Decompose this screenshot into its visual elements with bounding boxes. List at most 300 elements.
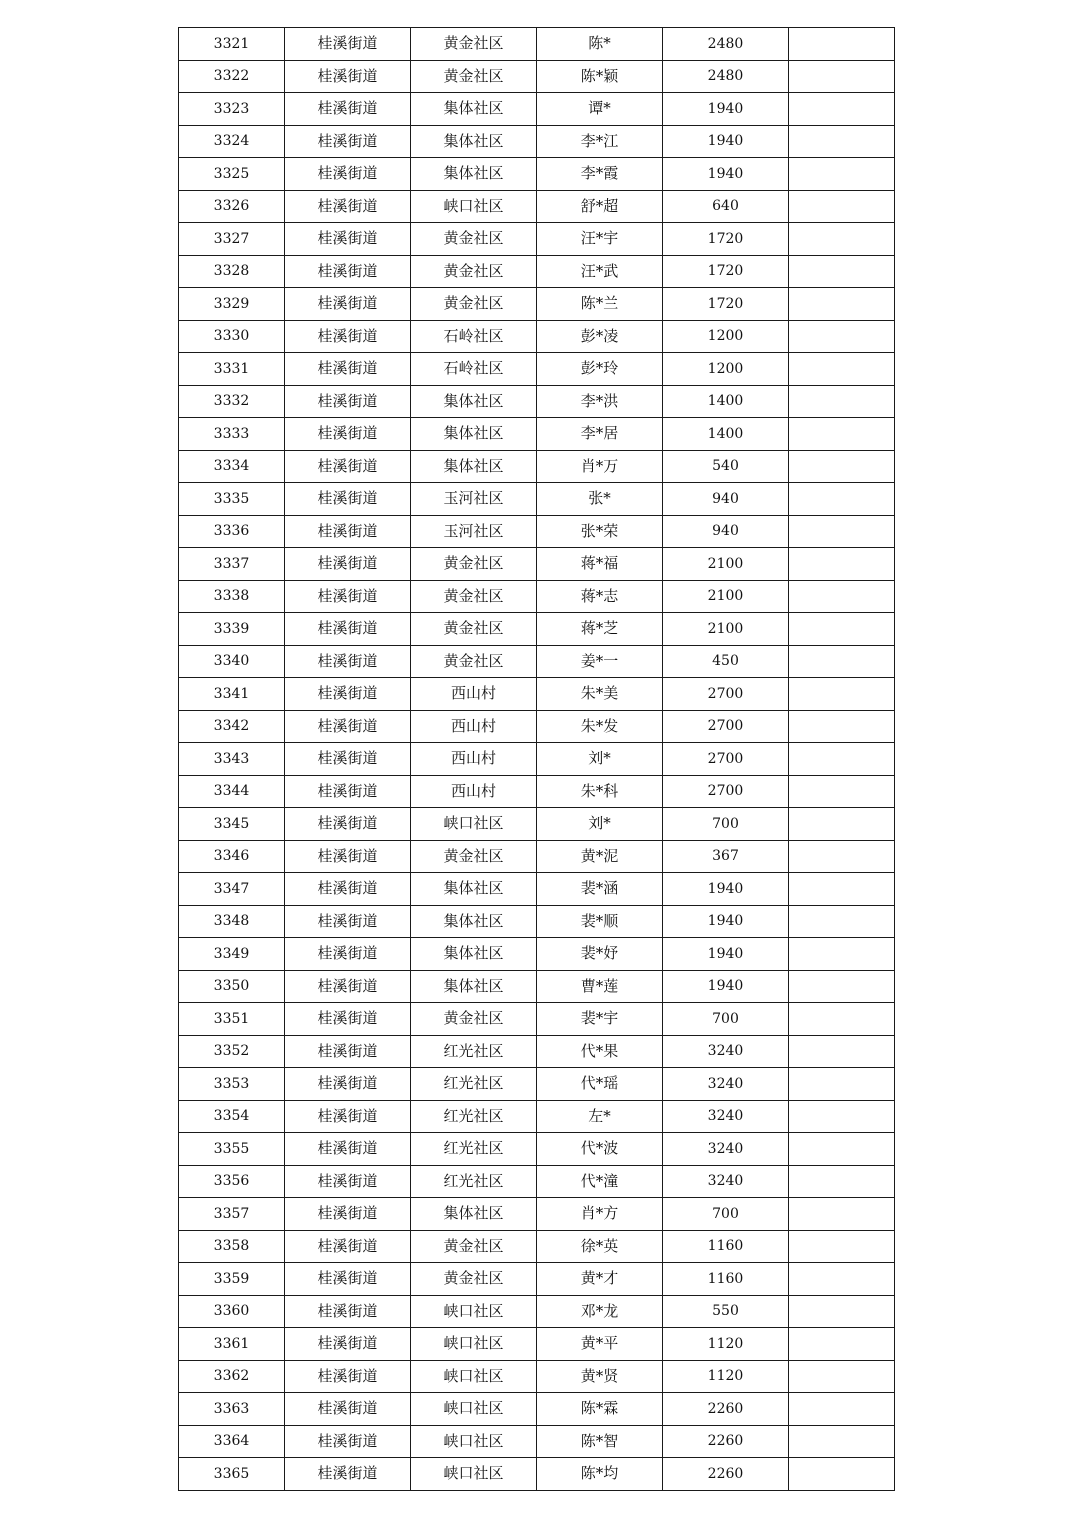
table-row: [179, 1230, 895, 1263]
cell-amount: 550: [663, 1295, 789, 1328]
cell-serial-number: 3361: [179, 1328, 285, 1361]
cell-street: 桂溪街道: [285, 938, 411, 971]
cell-person-name: 朱*发: [537, 710, 663, 743]
cell-street: 桂溪街道: [285, 873, 411, 906]
table-row: [179, 938, 895, 971]
cell-amount: 2480: [663, 60, 789, 93]
table-row: [179, 418, 895, 451]
cell-community: 峡口社区: [411, 808, 537, 841]
cell-amount: 640: [663, 190, 789, 223]
cell-serial-number: 3359: [179, 1263, 285, 1296]
cell-remarks: [789, 1458, 895, 1491]
cell-person-name: 张*: [537, 483, 663, 516]
cell-remarks: [789, 1165, 895, 1198]
cell-street: 桂溪街道: [285, 190, 411, 223]
cell-person-name: 徐*英: [537, 1230, 663, 1263]
cell-serial-number: 3341: [179, 678, 285, 711]
cell-person-name: 朱*科: [537, 775, 663, 808]
cell-community: 西山村: [411, 710, 537, 743]
table-row: [179, 1425, 895, 1458]
cell-street: 桂溪街道: [285, 1165, 411, 1198]
cell-community: 集体社区: [411, 125, 537, 158]
cell-person-name: 蒋*志: [537, 580, 663, 613]
cell-serial-number: 3326: [179, 190, 285, 223]
cell-community: 黄金社区: [411, 580, 537, 613]
cell-remarks: [789, 223, 895, 256]
cell-street: 桂溪街道: [285, 353, 411, 386]
cell-serial-number: 3344: [179, 775, 285, 808]
cell-community: 峡口社区: [411, 1425, 537, 1458]
cell-amount: 1940: [663, 970, 789, 1003]
cell-community: 黄金社区: [411, 28, 537, 61]
table-row: [179, 548, 895, 581]
cell-amount: 1940: [663, 125, 789, 158]
cell-amount: 1720: [663, 255, 789, 288]
cell-person-name: 代*果: [537, 1035, 663, 1068]
cell-amount: 940: [663, 515, 789, 548]
table-row: [179, 678, 895, 711]
cell-community: 玉河社区: [411, 515, 537, 548]
cell-street: 桂溪街道: [285, 1263, 411, 1296]
cell-community: 黄金社区: [411, 255, 537, 288]
cell-person-name: 黄*平: [537, 1328, 663, 1361]
cell-community: 红光社区: [411, 1035, 537, 1068]
cell-street: 桂溪街道: [285, 1425, 411, 1458]
cell-amount: 2100: [663, 548, 789, 581]
cell-community: 石岭社区: [411, 353, 537, 386]
cell-street: 桂溪街道: [285, 970, 411, 1003]
cell-person-name: 左*: [537, 1100, 663, 1133]
cell-street: 桂溪街道: [285, 1068, 411, 1101]
cell-amount: 1120: [663, 1360, 789, 1393]
cell-amount: 1400: [663, 385, 789, 418]
table-row: [179, 710, 895, 743]
cell-remarks: [789, 645, 895, 678]
cell-amount: 1940: [663, 158, 789, 191]
cell-remarks: [789, 515, 895, 548]
cell-street: 桂溪街道: [285, 1198, 411, 1231]
cell-remarks: [789, 1263, 895, 1296]
table-row: [179, 1458, 895, 1491]
table-row: [179, 1068, 895, 1101]
table-row: [179, 483, 895, 516]
cell-remarks: [789, 775, 895, 808]
cell-community: 黄金社区: [411, 1230, 537, 1263]
cell-amount: 1400: [663, 418, 789, 451]
cell-serial-number: 3358: [179, 1230, 285, 1263]
cell-person-name: 彭*凌: [537, 320, 663, 353]
cell-amount: 3240: [663, 1100, 789, 1133]
cell-community: 峡口社区: [411, 1328, 537, 1361]
cell-amount: 2700: [663, 743, 789, 776]
cell-serial-number: 3333: [179, 418, 285, 451]
cell-person-name: 汪*武: [537, 255, 663, 288]
cell-remarks: [789, 1133, 895, 1166]
cell-remarks: [789, 255, 895, 288]
table-row: [179, 125, 895, 158]
cell-serial-number: 3332: [179, 385, 285, 418]
cell-amount: 3240: [663, 1165, 789, 1198]
table-row: [179, 158, 895, 191]
cell-remarks: [789, 125, 895, 158]
cell-remarks: [789, 158, 895, 191]
cell-person-name: 裴*涵: [537, 873, 663, 906]
cell-amount: 1200: [663, 353, 789, 386]
cell-amount: 700: [663, 808, 789, 841]
cell-street: 桂溪街道: [285, 93, 411, 126]
cell-remarks: [789, 743, 895, 776]
table-row: [179, 223, 895, 256]
table-row: [179, 905, 895, 938]
cell-person-name: 舒*超: [537, 190, 663, 223]
cell-serial-number: 3355: [179, 1133, 285, 1166]
table-row: [179, 1133, 895, 1166]
cell-street: 桂溪街道: [285, 1393, 411, 1426]
cell-remarks: [789, 1100, 895, 1133]
cell-person-name: 汪*宇: [537, 223, 663, 256]
cell-community: 红光社区: [411, 1133, 537, 1166]
cell-street: 桂溪街道: [285, 613, 411, 646]
cell-amount: 700: [663, 1198, 789, 1231]
cell-community: 峡口社区: [411, 1393, 537, 1426]
cell-street: 桂溪街道: [285, 288, 411, 321]
cell-street: 桂溪街道: [285, 905, 411, 938]
cell-street: 桂溪街道: [285, 28, 411, 61]
cell-person-name: 蒋*福: [537, 548, 663, 581]
cell-community: 玉河社区: [411, 483, 537, 516]
cell-serial-number: 3340: [179, 645, 285, 678]
cell-amount: 367: [663, 840, 789, 873]
table-row: [179, 613, 895, 646]
cell-remarks: [789, 678, 895, 711]
cell-amount: 450: [663, 645, 789, 678]
table-row: [179, 970, 895, 1003]
cell-street: 桂溪街道: [285, 1003, 411, 1036]
cell-person-name: 李*霞: [537, 158, 663, 191]
cell-community: 黄金社区: [411, 613, 537, 646]
cell-remarks: [789, 353, 895, 386]
cell-community: 峡口社区: [411, 1295, 537, 1328]
cell-amount: 1720: [663, 223, 789, 256]
cell-serial-number: 3324: [179, 125, 285, 158]
cell-person-name: 邓*龙: [537, 1295, 663, 1328]
cell-amount: 2700: [663, 678, 789, 711]
cell-remarks: [789, 1003, 895, 1036]
cell-community: 集体社区: [411, 970, 537, 1003]
cell-person-name: 彭*玲: [537, 353, 663, 386]
cell-community: 红光社区: [411, 1165, 537, 1198]
cell-amount: 940: [663, 483, 789, 516]
cell-community: 集体社区: [411, 158, 537, 191]
cell-serial-number: 3336: [179, 515, 285, 548]
cell-serial-number: 3348: [179, 905, 285, 938]
cell-amount: 3240: [663, 1068, 789, 1101]
cell-remarks: [789, 1425, 895, 1458]
cell-serial-number: 3323: [179, 93, 285, 126]
cell-street: 桂溪街道: [285, 385, 411, 418]
table-row: [179, 743, 895, 776]
cell-community: 黄金社区: [411, 223, 537, 256]
cell-street: 桂溪街道: [285, 450, 411, 483]
cell-amount: 2480: [663, 28, 789, 61]
table-row: [179, 515, 895, 548]
cell-serial-number: 3325: [179, 158, 285, 191]
table-row: [179, 288, 895, 321]
cell-person-name: 代*潼: [537, 1165, 663, 1198]
cell-amount: 3240: [663, 1133, 789, 1166]
cell-amount: 2700: [663, 710, 789, 743]
table-row: [179, 1100, 895, 1133]
cell-serial-number: 3364: [179, 1425, 285, 1458]
table-row: [179, 580, 895, 613]
cell-community: 集体社区: [411, 385, 537, 418]
cell-person-name: 黄*才: [537, 1263, 663, 1296]
cell-person-name: 李*江: [537, 125, 663, 158]
cell-remarks: [789, 483, 895, 516]
cell-community: 黄金社区: [411, 548, 537, 581]
cell-remarks: [789, 190, 895, 223]
cell-community: 集体社区: [411, 905, 537, 938]
cell-street: 桂溪街道: [285, 1458, 411, 1491]
cell-person-name: 蒋*芝: [537, 613, 663, 646]
cell-remarks: [789, 1393, 895, 1426]
cell-person-name: 刘*: [537, 808, 663, 841]
cell-remarks: [789, 808, 895, 841]
cell-serial-number: 3349: [179, 938, 285, 971]
cell-street: 桂溪街道: [285, 1360, 411, 1393]
table-row: [179, 775, 895, 808]
table-row: [179, 190, 895, 223]
cell-remarks: [789, 873, 895, 906]
cell-person-name: 张*荣: [537, 515, 663, 548]
cell-remarks: [789, 970, 895, 1003]
cell-person-name: 肖*方: [537, 1198, 663, 1231]
cell-amount: 540: [663, 450, 789, 483]
cell-street: 桂溪街道: [285, 1230, 411, 1263]
cell-amount: 2100: [663, 580, 789, 613]
cell-serial-number: 3365: [179, 1458, 285, 1491]
cell-community: 红光社区: [411, 1068, 537, 1101]
cell-serial-number: 3345: [179, 808, 285, 841]
cell-community: 西山村: [411, 775, 537, 808]
cell-serial-number: 3347: [179, 873, 285, 906]
cell-amount: 1160: [663, 1230, 789, 1263]
cell-amount: 1720: [663, 288, 789, 321]
cell-serial-number: 3321: [179, 28, 285, 61]
cell-amount: 2260: [663, 1425, 789, 1458]
cell-person-name: 陈*霖: [537, 1393, 663, 1426]
cell-street: 桂溪街道: [285, 808, 411, 841]
table-row: [179, 1263, 895, 1296]
cell-street: 桂溪街道: [285, 548, 411, 581]
cell-person-name: 曹*莲: [537, 970, 663, 1003]
cell-street: 桂溪街道: [285, 678, 411, 711]
cell-amount: 1940: [663, 938, 789, 971]
cell-street: 桂溪街道: [285, 223, 411, 256]
cell-amount: 1200: [663, 320, 789, 353]
cell-serial-number: 3334: [179, 450, 285, 483]
cell-remarks: [789, 1198, 895, 1231]
cell-person-name: 李*洪: [537, 385, 663, 418]
table-row: [179, 1328, 895, 1361]
cell-serial-number: 3337: [179, 548, 285, 581]
cell-remarks: [789, 938, 895, 971]
cell-person-name: 裴*妤: [537, 938, 663, 971]
cell-person-name: 裴*顺: [537, 905, 663, 938]
cell-person-name: 陈*: [537, 28, 663, 61]
cell-remarks: [789, 60, 895, 93]
cell-street: 桂溪街道: [285, 1100, 411, 1133]
cell-serial-number: 3328: [179, 255, 285, 288]
cell-community: 黄金社区: [411, 60, 537, 93]
cell-serial-number: 3322: [179, 60, 285, 93]
cell-serial-number: 3356: [179, 1165, 285, 1198]
cell-remarks: [789, 905, 895, 938]
cell-amount: 1940: [663, 905, 789, 938]
table-row: [179, 840, 895, 873]
document-table-container: [178, 27, 894, 1491]
table-row: [179, 93, 895, 126]
cell-remarks: [789, 320, 895, 353]
cell-remarks: [789, 1230, 895, 1263]
cell-street: 桂溪街道: [285, 320, 411, 353]
table-row: [179, 353, 895, 386]
cell-remarks: [789, 450, 895, 483]
cell-remarks: [789, 1068, 895, 1101]
table-row: [179, 1003, 895, 1036]
table-row: [179, 255, 895, 288]
cell-community: 西山村: [411, 743, 537, 776]
cell-amount: 2700: [663, 775, 789, 808]
cell-person-name: 陈*颖: [537, 60, 663, 93]
cell-remarks: [789, 28, 895, 61]
table-row: [179, 1198, 895, 1231]
cell-serial-number: 3343: [179, 743, 285, 776]
table-row: [179, 28, 895, 61]
cell-street: 桂溪街道: [285, 1295, 411, 1328]
cell-serial-number: 3362: [179, 1360, 285, 1393]
cell-street: 桂溪街道: [285, 483, 411, 516]
cell-remarks: [789, 613, 895, 646]
cell-amount: 2260: [663, 1458, 789, 1491]
cell-community: 黄金社区: [411, 288, 537, 321]
cell-street: 桂溪街道: [285, 1133, 411, 1166]
cell-person-name: 代*波: [537, 1133, 663, 1166]
table-row: [179, 1035, 895, 1068]
cell-remarks: [789, 1295, 895, 1328]
cell-community: 红光社区: [411, 1100, 537, 1133]
table-row: [179, 1360, 895, 1393]
cell-person-name: 陈*兰: [537, 288, 663, 321]
cell-serial-number: 3354: [179, 1100, 285, 1133]
cell-serial-number: 3351: [179, 1003, 285, 1036]
cell-remarks: [789, 418, 895, 451]
cell-remarks: [789, 1035, 895, 1068]
cell-person-name: 代*瑶: [537, 1068, 663, 1101]
cell-remarks: [789, 93, 895, 126]
cell-serial-number: 3342: [179, 710, 285, 743]
cell-community: 西山村: [411, 678, 537, 711]
cell-community: 集体社区: [411, 450, 537, 483]
cell-amount: 3240: [663, 1035, 789, 1068]
table-row: [179, 450, 895, 483]
cell-community: 黄金社区: [411, 645, 537, 678]
cell-community: 石岭社区: [411, 320, 537, 353]
cell-person-name: 肖*万: [537, 450, 663, 483]
cell-street: 桂溪街道: [285, 158, 411, 191]
cell-serial-number: 3327: [179, 223, 285, 256]
table-row: [179, 1295, 895, 1328]
cell-street: 桂溪街道: [285, 1035, 411, 1068]
table-row: [179, 873, 895, 906]
cell-person-name: 刘*: [537, 743, 663, 776]
cell-community: 黄金社区: [411, 840, 537, 873]
cell-person-name: 黄*泥: [537, 840, 663, 873]
cell-remarks: [789, 1328, 895, 1361]
cell-person-name: 姜*一: [537, 645, 663, 678]
cell-remarks: [789, 548, 895, 581]
cell-serial-number: 3330: [179, 320, 285, 353]
cell-community: 集体社区: [411, 873, 537, 906]
cell-remarks: [789, 1360, 895, 1393]
cell-community: 峡口社区: [411, 1458, 537, 1491]
cell-remarks: [789, 840, 895, 873]
cell-serial-number: 3339: [179, 613, 285, 646]
cell-community: 峡口社区: [411, 1360, 537, 1393]
cell-community: 集体社区: [411, 938, 537, 971]
cell-community: 黄金社区: [411, 1263, 537, 1296]
data-table: [178, 27, 895, 1491]
cell-person-name: 陈*均: [537, 1458, 663, 1491]
cell-serial-number: 3360: [179, 1295, 285, 1328]
cell-serial-number: 3350: [179, 970, 285, 1003]
cell-serial-number: 3357: [179, 1198, 285, 1231]
table-row: [179, 60, 895, 93]
cell-remarks: [789, 580, 895, 613]
cell-serial-number: 3352: [179, 1035, 285, 1068]
table-row: [179, 320, 895, 353]
cell-community: 集体社区: [411, 418, 537, 451]
cell-remarks: [789, 710, 895, 743]
cell-serial-number: 3346: [179, 840, 285, 873]
cell-street: 桂溪街道: [285, 515, 411, 548]
cell-person-name: 黄*贤: [537, 1360, 663, 1393]
cell-street: 桂溪街道: [285, 580, 411, 613]
cell-street: 桂溪街道: [285, 255, 411, 288]
cell-community: 黄金社区: [411, 1003, 537, 1036]
cell-person-name: 朱*美: [537, 678, 663, 711]
table-body: [179, 28, 895, 1491]
cell-street: 桂溪街道: [285, 418, 411, 451]
cell-person-name: 谭*: [537, 93, 663, 126]
cell-street: 桂溪街道: [285, 125, 411, 158]
cell-amount: 1160: [663, 1263, 789, 1296]
table-row: [179, 385, 895, 418]
cell-street: 桂溪街道: [285, 60, 411, 93]
cell-remarks: [789, 288, 895, 321]
cell-street: 桂溪街道: [285, 710, 411, 743]
cell-person-name: 裴*宇: [537, 1003, 663, 1036]
cell-serial-number: 3331: [179, 353, 285, 386]
cell-street: 桂溪街道: [285, 840, 411, 873]
cell-serial-number: 3338: [179, 580, 285, 613]
cell-person-name: 李*居: [537, 418, 663, 451]
cell-street: 桂溪街道: [285, 743, 411, 776]
cell-community: 峡口社区: [411, 190, 537, 223]
cell-remarks: [789, 385, 895, 418]
table-row: [179, 1165, 895, 1198]
cell-street: 桂溪街道: [285, 775, 411, 808]
